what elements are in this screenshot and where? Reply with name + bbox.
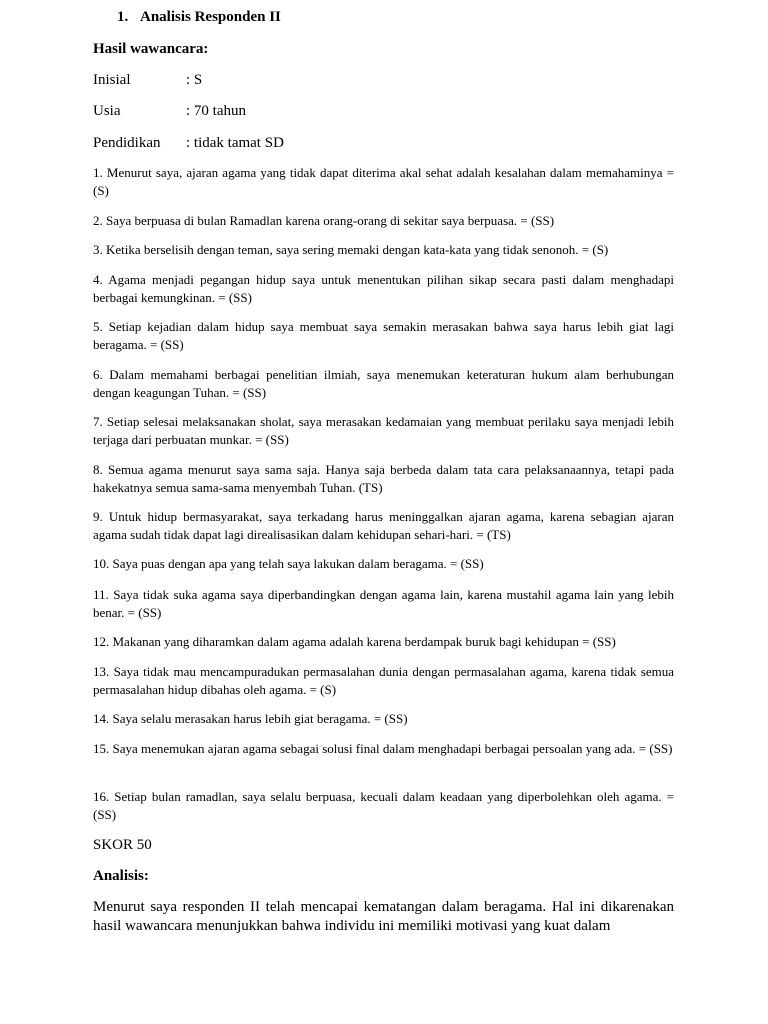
analysis-label: Analisis: bbox=[93, 868, 149, 884]
interview-item: 13. Saya tidak mau mencampuradukan permasalahan dunia dengan permasalahan agama, karena tidak semua permasalahan hidup dibahas oleh agama. = (S) bbox=[93, 664, 674, 697]
interview-item: 1. Menurut saya, ajaran agama yang tidak dapat diterima akal sehat adalah kesalahan dalam memahaminya = (S) bbox=[93, 165, 674, 198]
interview-item: 14. Saya selalu merasakan harus lebih giat beragama. = (SS) bbox=[93, 711, 408, 726]
interview-item: 7. Setiap selesai melaksanakan sholat, saya merasakan kedamaian yang membuat perilaku saya menjadi lebih terjaga dari perbuatan munkar. = (SS) bbox=[93, 414, 674, 447]
interview-item: 2. Saya berpuasa di bulan Ramadlan karena orang-orang di sekitar saya berpuasa. = (SS) bbox=[93, 213, 555, 228]
analysis-paragraph: Menurut saya responden II telah mencapai kematangan dalam beragama. Hal ini dikarenakan hasil wawancara menunjukkan bahwa individu ini memiliki motivasi yang kuat dalam bbox=[93, 899, 674, 934]
respondent-age-value: : 70 tahun bbox=[186, 103, 246, 119]
respondent-initial-value: : S bbox=[186, 72, 203, 88]
interview-item: 10. Saya puas dengan apa yang telah saya lakukan dalam beragama. = (SS) bbox=[93, 556, 484, 571]
section-title: Analisis Responden II bbox=[140, 9, 281, 25]
interview-item: 12. Makanan yang diharamkan dalam agama adalah karena berdampak buruk bagi kehidupan = (SS) bbox=[93, 634, 616, 649]
interview-item: 3. Ketika berselisih dengan teman, saya sering memaki dengan kata-kata yang tidak senonoh. = (S) bbox=[93, 242, 609, 257]
total-score: SKOR 50 bbox=[93, 837, 152, 853]
respondent-initial bbox=[93, 71, 202, 89]
interview-item: 16. Setiap bulan ramadlan, saya selalu berpuasa, kecuali dalam keadaan yang diperbolehkan oleh agama. = (SS) bbox=[93, 789, 674, 822]
respondent-initial-label: Inisial bbox=[93, 72, 131, 88]
interview-item: 9. Untuk hidup bermasyarakat, saya terkadang harus meninggalkan ajaran agama, karena sebagian ajaran agama sudah tidak dapat lagi direalisasikan dalam kehidupan sehari-hari. = (TS) bbox=[93, 509, 674, 542]
respondent-age bbox=[93, 102, 246, 120]
respondent-education bbox=[93, 134, 284, 152]
section-heading bbox=[117, 8, 281, 26]
interview-item: 5. Setiap kejadian dalam hidup saya membuat saya semakin merasakan bahwa saya harus lebih giat lagi beragama. = (SS) bbox=[93, 319, 674, 352]
section-number: 1. bbox=[117, 9, 129, 25]
respondent-education-label: Pendidikan bbox=[93, 135, 161, 151]
interview-item: 8. Semua agama menurut saya sama saja. Hanya saja berbeda dalam tata cara pelaksanaannya, tetapi pada hakekatnya semua sama-sama menyembah Tuhan. (TS) bbox=[93, 462, 674, 495]
respondent-education-value: : tidak tamat SD bbox=[186, 135, 284, 151]
interview-item: 15. Saya menemukan ajaran agama sebagai solusi final dalam menghadapi berbagai persoalan yang ada. = (SS) bbox=[93, 741, 673, 756]
interview-item: 11. Saya tidak suka agama saya diperbandingkan dengan agama lain, karena mustahil agama lain yang lebih benar. = (SS) bbox=[93, 587, 674, 620]
interview-label: Hasil wawancara: bbox=[93, 41, 209, 57]
interview-item: 4. Agama menjadi pegangan hidup saya untuk menentukan pilihan sikap secara pasti dalam menghadapi berbagai kemungkinan. = (SS) bbox=[93, 272, 674, 305]
respondent-age-label: Usia bbox=[93, 103, 121, 119]
interview-item: 6. Dalam memahami berbagai penelitian ilmiah, saya menemukan keteraturan hukum alam berhubungan dengan keagungan Tuhan. = (SS) bbox=[93, 367, 674, 400]
